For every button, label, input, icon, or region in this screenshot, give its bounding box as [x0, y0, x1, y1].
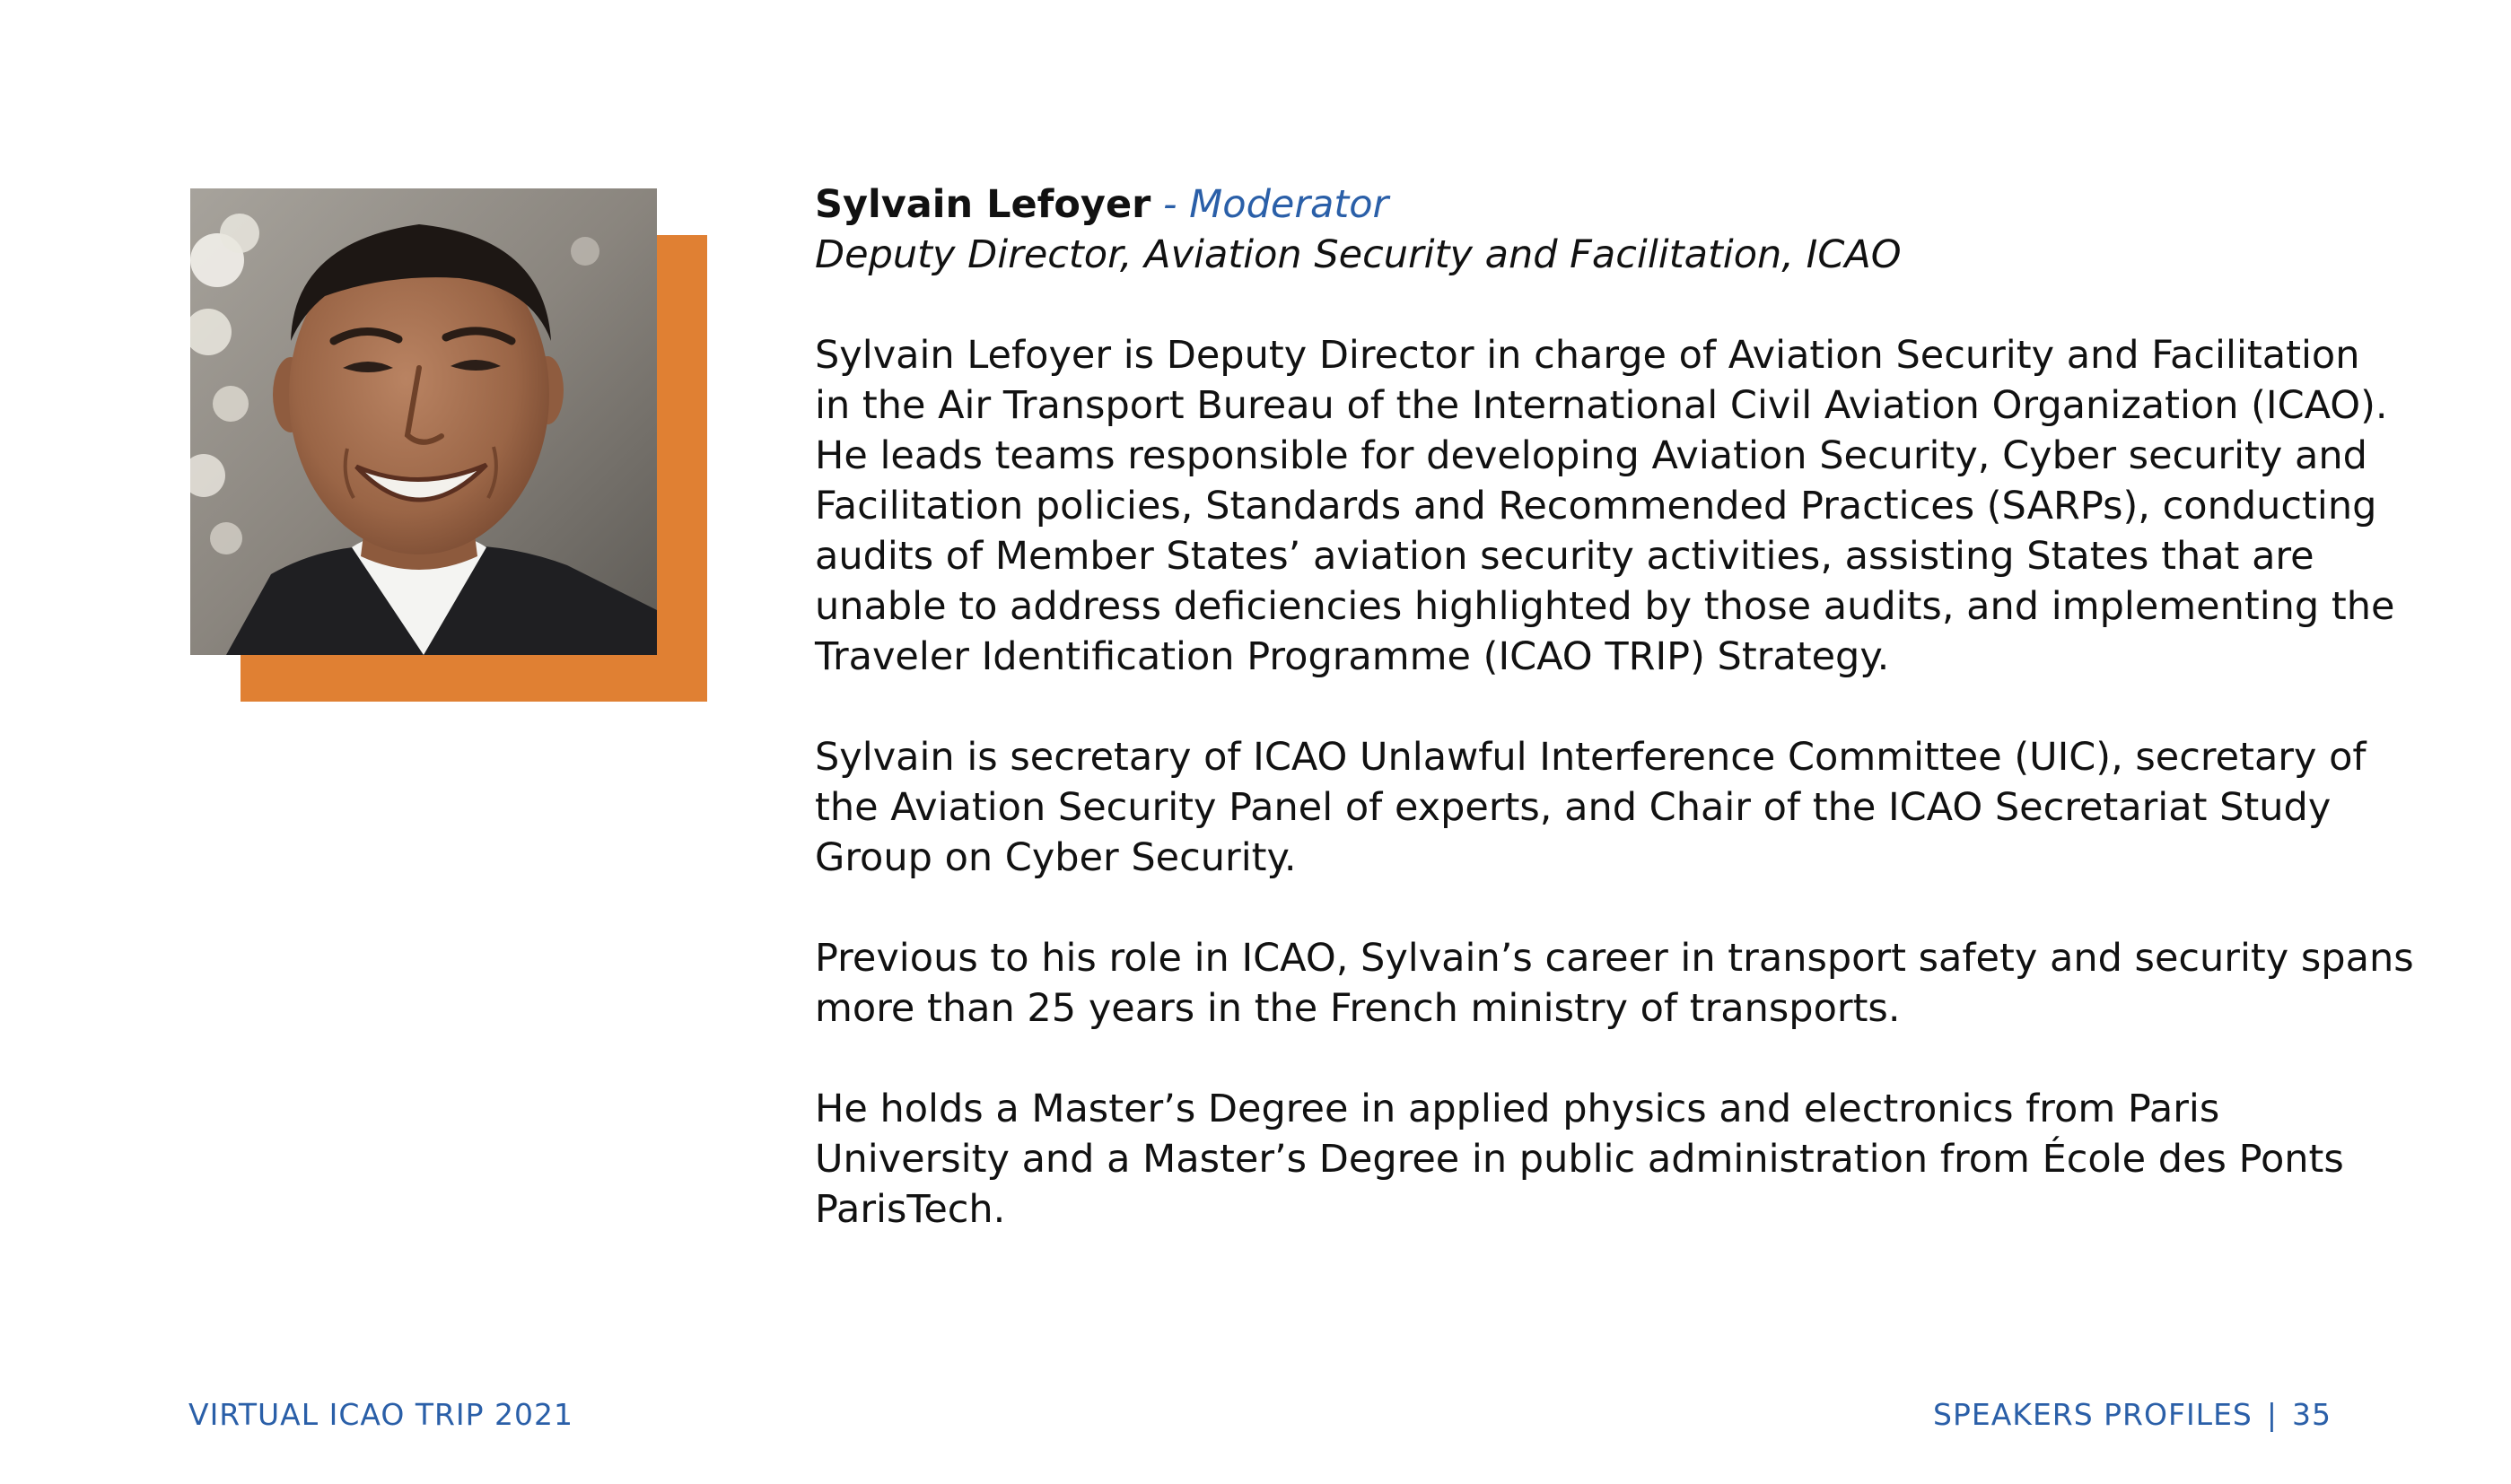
bio-line: the Aviation Security Panel of experts, and Chair of the ICAO Secretariat Study [815, 785, 2332, 830]
bio-line: in the Air Transport Bureau of the International Civil Aviation Organization (ICAO). [815, 383, 2388, 428]
bio-line: Facilitation policies, Standards and Recommended Practices (SARPs), conducting [815, 484, 2377, 528]
bio-line: He holds a Master’s Degree in applied physics and electronics from Paris [815, 1087, 2220, 1131]
bio-line: unable to address deficiencies highlighted by those audits, and implementing the [815, 584, 2395, 629]
bio-line: Sylvain is secretary of ICAO Unlawful Interference Committee (UIC), secretary of [815, 735, 2367, 780]
footer-event-title: VIRTUAL ICAO TRIP 2021 [188, 1397, 574, 1432]
speaker-photo [190, 188, 657, 655]
page-number: 35 [2292, 1397, 2332, 1432]
bio-line: more than 25 years in the French ministry of transports. [815, 986, 1901, 1031]
bio-line: audits of Member States’ aviation security activities, assisting States that are [815, 534, 2314, 579]
footer-section [1933, 1397, 2332, 1432]
bio-paragraph [815, 330, 2395, 682]
bio-paragraph [815, 933, 2414, 1034]
footer-section-label: SPEAKERS PROFILES [1933, 1397, 2253, 1432]
speaker-profile [815, 179, 2414, 1235]
speaker-name: Sylvain Lefoyer [815, 182, 1151, 227]
speaker-role: - Moderator [1163, 182, 1389, 227]
bio-paragraph [815, 732, 2367, 883]
bio-line: University and a Master’s Degree in public administration from École des Ponts [815, 1137, 2344, 1182]
bio-line: Traveler Identification Programme (ICAO TRIP) Strategy. [815, 634, 1890, 679]
bio-paragraph [815, 1084, 2358, 1235]
speaker-title: Deputy Director, Aviation Security and Facilitation, ICAO [815, 232, 1902, 277]
footer-separator: | [2266, 1397, 2278, 1432]
bio-line: Sylvain Lefoyer is Deputy Director in charge of Aviation Security and Facilitation [815, 333, 2360, 378]
bio-line: He leads teams responsible for developing Aviation Security, Cyber security and [815, 433, 2367, 478]
bio-line: Previous to his role in ICAO, Sylvain’s career in transport safety and security spans [815, 936, 2414, 981]
bio-line: ParisTech. [815, 1187, 1006, 1232]
speaker-heading [815, 179, 2358, 230]
bio-line: Group on Cyber Security. [815, 835, 1297, 880]
